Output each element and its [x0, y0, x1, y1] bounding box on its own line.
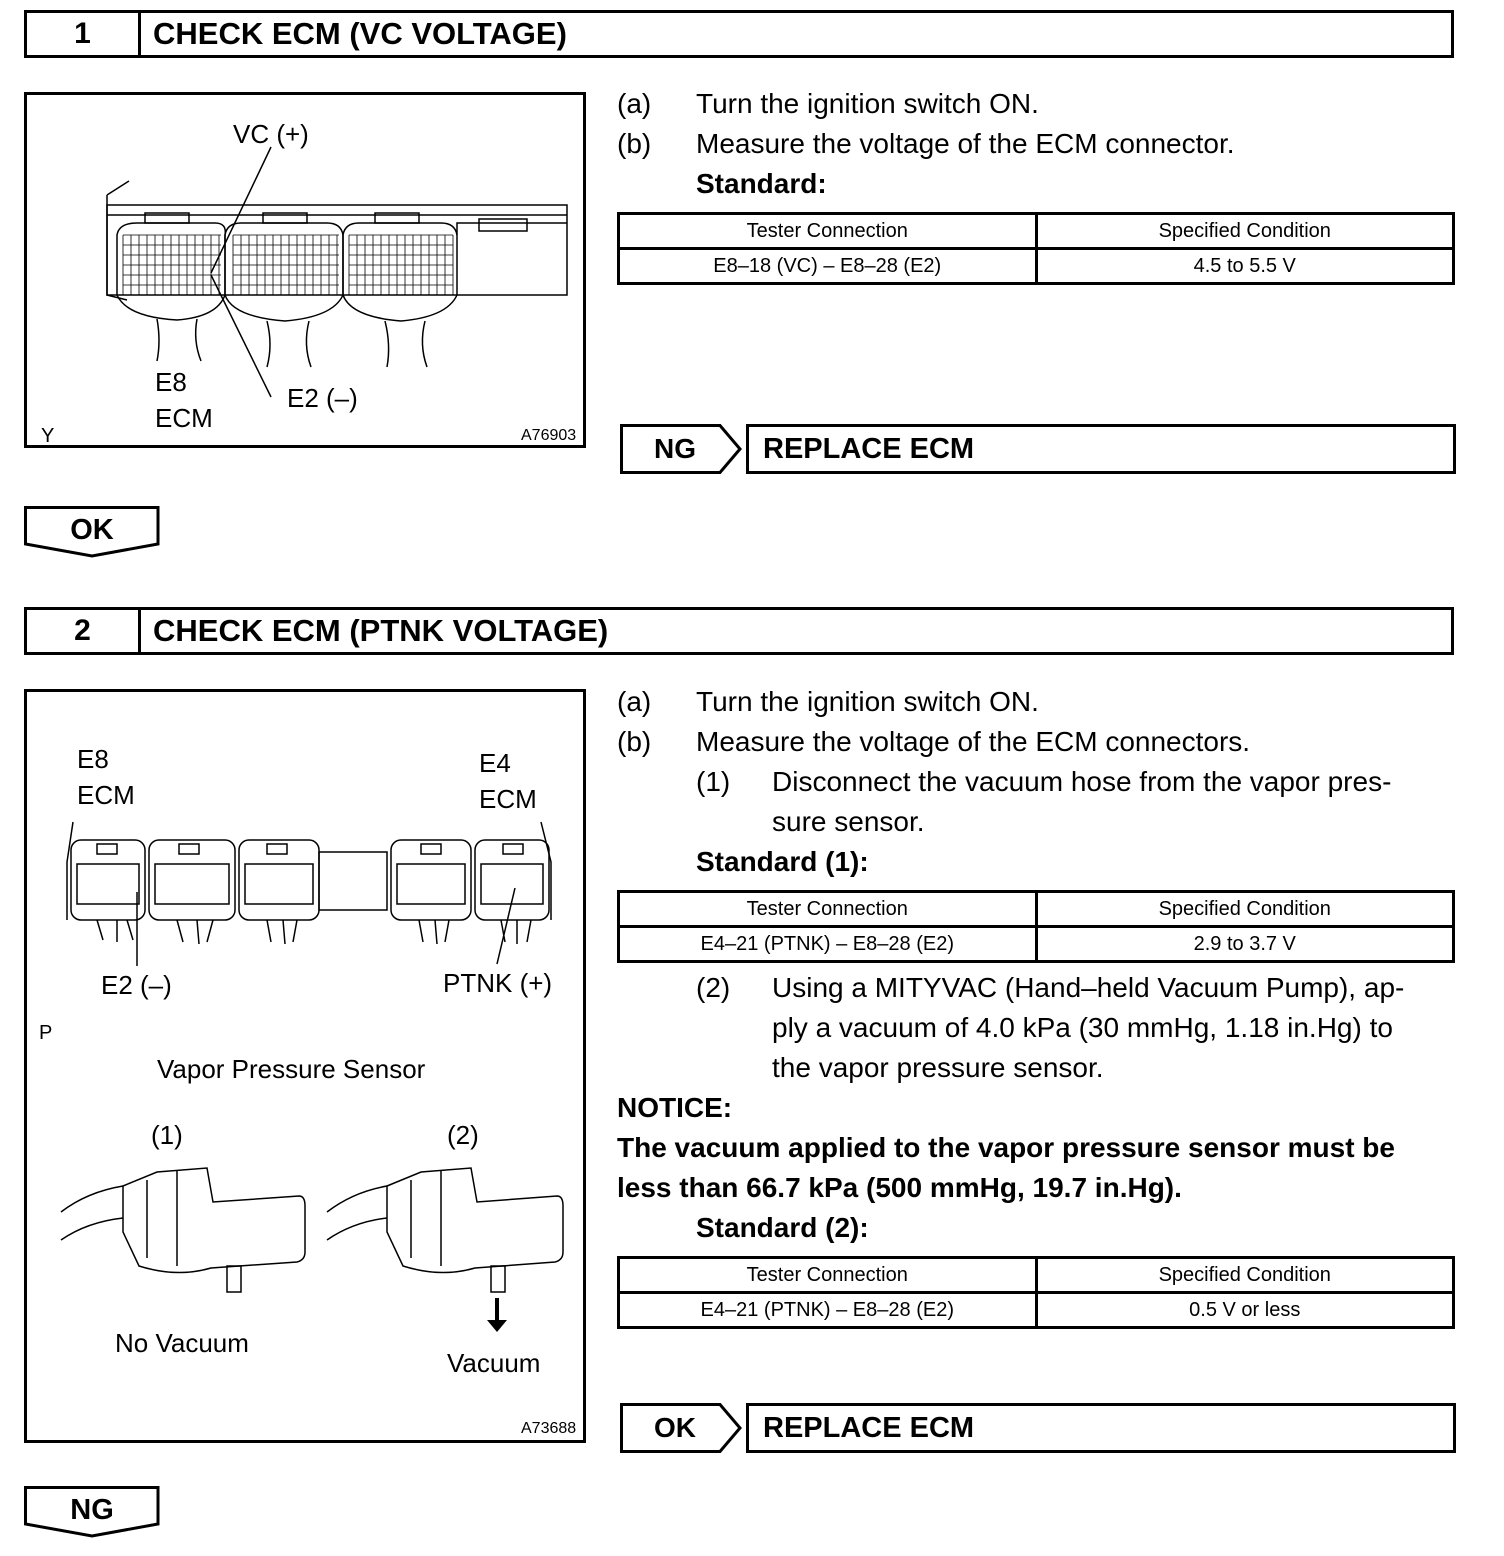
step2-figure: [24, 689, 586, 1443]
step1-figure: [24, 92, 586, 448]
step2-spec-table-2: [617, 1256, 1455, 1329]
step1-number: 1: [27, 13, 141, 55]
step2-sub1-line2: sure sensor.: [772, 806, 925, 837]
table-cell: E4–21 (PTNK) – E8–28 (E2): [619, 927, 1037, 962]
step1-instr-a: Turn the ignition switch ON.: [696, 88, 1039, 119]
step1-title: CHECK ECM (VC VOLTAGE): [153, 16, 567, 51]
step2-instr-b: Measure the voltage of the ECM connectors.: [696, 726, 1251, 757]
notice-line2: less than 66.7 kPa (500 mmHg, 19.7 in.Hg).: [617, 1172, 1182, 1203]
sensor-title: Vapor Pressure Sensor: [157, 1054, 426, 1084]
e4-label: E4: [479, 748, 511, 778]
step1-spec-table: [617, 212, 1455, 285]
step2-instr-a-marker: (a): [617, 686, 652, 717]
e8-label: E8: [155, 367, 187, 397]
step1-result-tag-label: NG: [654, 433, 696, 464]
step2-sub2-line1: Using a MITYVAC (Hand–held Vacuum Pump), ap-: [772, 972, 1405, 1003]
e8-label: E8: [77, 744, 109, 774]
step2-instr-a: Turn the ignition switch ON.: [696, 686, 1039, 717]
step1-result-tag: [620, 424, 742, 474]
step1-flow-tag-label: OK: [70, 513, 114, 546]
notice-label: NOTICE:: [617, 1092, 733, 1123]
table-cell: 0.5 V or less: [1036, 1293, 1454, 1328]
table-header: Specified Condition: [1036, 892, 1454, 927]
no-vacuum-label: No Vacuum: [115, 1328, 249, 1358]
step2-number: 2: [27, 610, 141, 652]
corner-code: P: [39, 1022, 53, 1044]
e2-label: E2 (–): [101, 970, 172, 1000]
step1-instr-b: Measure the voltage of the ECM connector.: [696, 128, 1235, 159]
step2-standard1-label: Standard (1):: [696, 846, 869, 877]
step2-instr-b-marker: (b): [617, 726, 652, 757]
step2-result-action: REPLACE ECM: [746, 1403, 1456, 1453]
step2-sub1-marker: (1): [696, 766, 731, 797]
step2-title: CHECK ECM (PTNK VOLTAGE): [153, 613, 609, 648]
step1-flow-tag: [24, 506, 160, 558]
step2-flow-tag-label: NG: [70, 1493, 114, 1526]
figure-id: A76903: [521, 427, 577, 444]
step2-flow-tag: [24, 1486, 160, 1538]
condition-2-label: (2): [447, 1120, 479, 1150]
ptnk-label: PTNK (+): [443, 968, 553, 998]
step2-standard2-label: Standard (2):: [696, 1212, 869, 1243]
step1-standard-label: Standard:: [696, 168, 827, 199]
table-header: Specified Condition: [1036, 1258, 1454, 1293]
ecm-label: ECM: [155, 403, 213, 433]
table-cell: 2.9 to 3.7 V: [1036, 927, 1454, 962]
table-cell: 4.5 to 5.5 V: [1036, 249, 1454, 284]
table-header: Tester Connection: [619, 892, 1037, 927]
step2-result-tag-label: OK: [654, 1412, 696, 1443]
step2-result-tag: [620, 1403, 742, 1453]
table-header: Tester Connection: [619, 214, 1037, 249]
table-cell: E8–18 (VC) – E8–28 (E2): [619, 249, 1037, 284]
vacuum-label: Vacuum: [447, 1348, 541, 1378]
table-header: Tester Connection: [619, 1258, 1037, 1293]
notice-line1: The vacuum applied to the vapor pressure sensor must be: [617, 1132, 1395, 1163]
step2-spec-table-1: [617, 890, 1455, 963]
step2-sub2-line3: the vapor pressure sensor.: [772, 1052, 1104, 1083]
e2-label: E2 (–): [287, 383, 358, 413]
vc-label: VC (+): [233, 119, 309, 149]
figure-id: A73688: [521, 1420, 577, 1437]
step2-header: [24, 607, 1454, 655]
arrow-down-icon: [487, 1320, 507, 1332]
step1-result-action: REPLACE ECM: [746, 424, 1456, 474]
ecm-right-label: ECM: [479, 784, 537, 814]
corner-code: Y: [41, 425, 55, 447]
step2-sub2-line2: ply a vacuum of 4.0 kPa (30 mmHg, 1.18 in.Hg) to: [772, 1012, 1393, 1043]
step2-sub2-marker: (2): [696, 972, 731, 1003]
condition-1-label: (1): [151, 1120, 183, 1150]
step2-sub1-line1: Disconnect the vacuum hose from the vapor pres-: [772, 766, 1392, 797]
pin-grid: [123, 235, 453, 295]
step1-instr-a-marker: (a): [617, 88, 652, 119]
step1-instr-b-marker: (b): [617, 128, 652, 159]
table-header: Specified Condition: [1036, 214, 1454, 249]
step1-header: [24, 10, 1454, 58]
ecm-left-label: ECM: [77, 780, 135, 810]
table-cell: E4–21 (PTNK) – E8–28 (E2): [619, 1293, 1037, 1328]
